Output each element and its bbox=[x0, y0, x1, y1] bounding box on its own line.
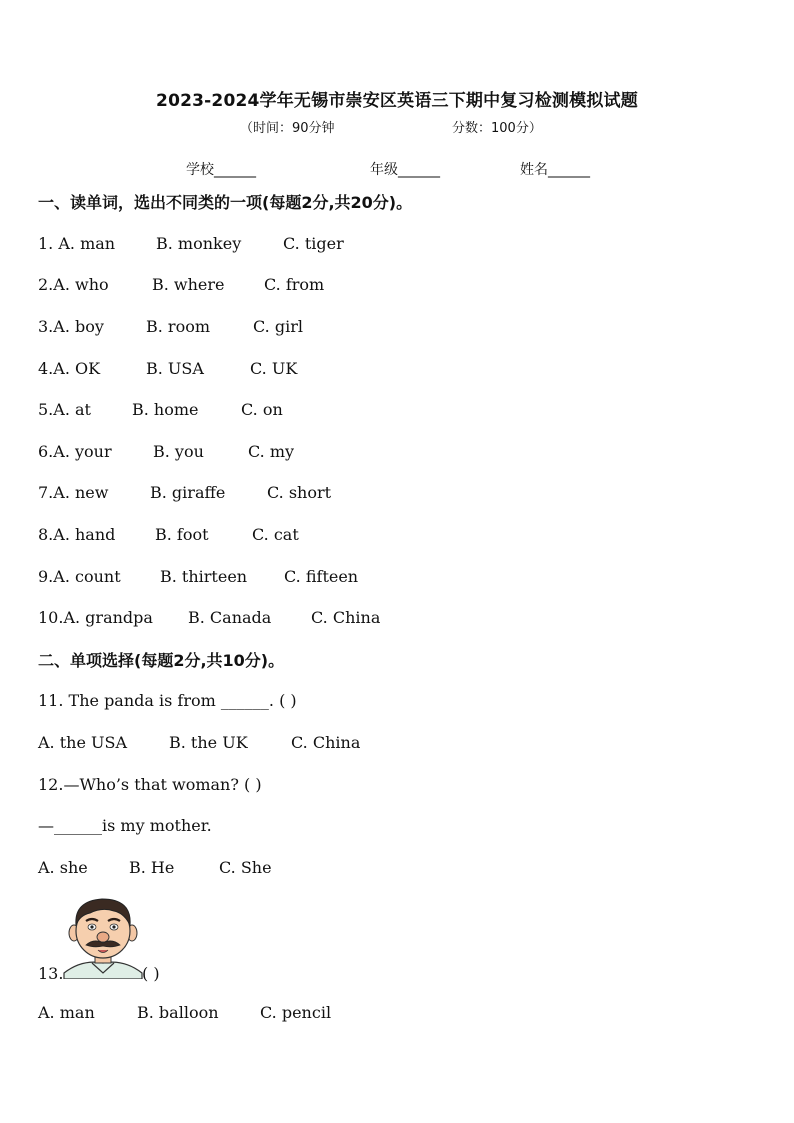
option-c: C. China bbox=[311, 608, 381, 627]
name-field[interactable]: 姓名______ bbox=[520, 162, 590, 178]
option-a: 4.A. OK bbox=[38, 359, 101, 378]
option-c: C. pencil bbox=[260, 1003, 332, 1022]
option-c: C. on bbox=[241, 400, 283, 419]
option-a: 8.A. hand bbox=[38, 525, 116, 544]
option-a: A. the USA bbox=[38, 733, 128, 752]
option-a: 2.A. who bbox=[38, 275, 109, 294]
option-c: C. UK bbox=[250, 359, 298, 378]
option-a: 1. A. man bbox=[38, 234, 116, 253]
option-c: C. She bbox=[219, 858, 272, 877]
option-b: B. the UK bbox=[169, 733, 248, 752]
option-c: C. from bbox=[264, 275, 325, 294]
page-title: 2023-2024学年无锡市崇安区英语三下期中复习检测模拟试题 bbox=[156, 91, 638, 111]
option-b: B. home bbox=[132, 400, 199, 419]
option-a: 7.A. new bbox=[38, 483, 109, 502]
option-b: B. where bbox=[152, 275, 225, 294]
option-c: C. cat bbox=[252, 525, 299, 544]
grade-field[interactable]: 年级______ bbox=[370, 162, 440, 178]
exam-score: 分数：100分） bbox=[452, 121, 542, 136]
option-a: 5.A. at bbox=[38, 400, 91, 419]
question-number: 13. bbox=[38, 964, 64, 983]
section-1-heading: 一、读单词，选出不同类的一项(每题2分,共20分)。 bbox=[38, 193, 413, 212]
option-c: C. short bbox=[267, 483, 332, 502]
option-a: 9.A. count bbox=[38, 567, 121, 586]
section-2-heading: 二、单项选择(每题2分,共10分)。 bbox=[38, 651, 285, 670]
option-a: 3.A. boy bbox=[38, 317, 104, 336]
option-b: B. He bbox=[129, 858, 175, 877]
option-a: 10.A. grandpa bbox=[38, 608, 153, 627]
option-c: C. fifteen bbox=[284, 567, 359, 586]
answer-paren: ( ) bbox=[142, 964, 160, 983]
answer-line: —______is my mother. bbox=[38, 816, 212, 835]
question-stem: 12.—Who’s that woman? ( ) bbox=[38, 775, 262, 794]
school-field[interactable]: 学校______ bbox=[186, 162, 256, 178]
option-b: B. Canada bbox=[188, 608, 272, 627]
option-c: C. tiger bbox=[283, 234, 344, 253]
option-a: A. she bbox=[38, 858, 88, 877]
option-b: B. you bbox=[153, 442, 204, 461]
question-stem: 11. The panda is from ______. ( ) bbox=[38, 691, 297, 710]
option-b: B. giraffe bbox=[150, 483, 226, 502]
exam-time: （时间：90分钟 bbox=[240, 121, 335, 136]
option-b: B. USA bbox=[146, 359, 204, 378]
option-c: C. girl bbox=[253, 317, 303, 336]
option-b: B. balloon bbox=[137, 1003, 219, 1022]
option-c: C. my bbox=[248, 442, 295, 461]
option-b: B. room bbox=[146, 317, 211, 336]
option-c: C. China bbox=[291, 733, 361, 752]
option-b: B. monkey bbox=[156, 234, 242, 253]
option-a: A. man bbox=[38, 1003, 95, 1022]
man-with-mustache-illustration-icon bbox=[62, 893, 144, 979]
option-a: 6.A. your bbox=[38, 442, 112, 461]
option-b: B. thirteen bbox=[160, 567, 248, 586]
option-b: B. foot bbox=[155, 525, 209, 544]
